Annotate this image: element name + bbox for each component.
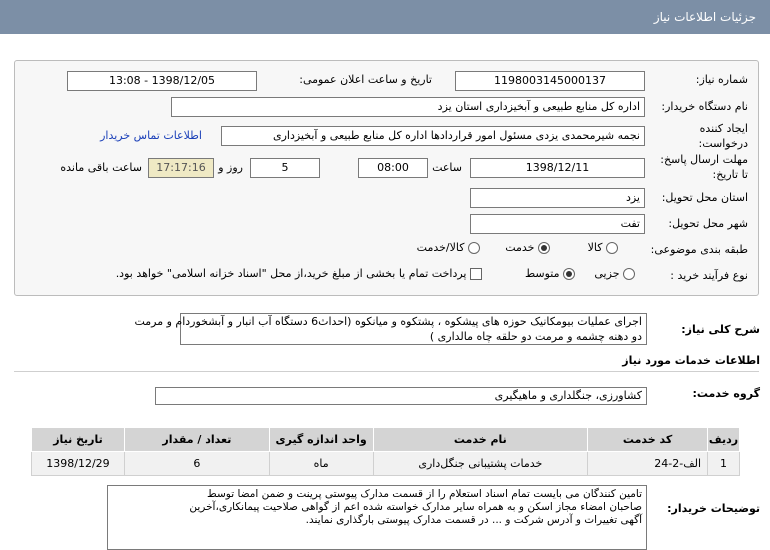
process-label: نوع فرآیند خرید : bbox=[670, 269, 748, 282]
creator-label: ایجاد کننده bbox=[699, 122, 748, 135]
deadline-label-2: تا تاریخ: bbox=[712, 168, 748, 181]
buyer-notes-box bbox=[107, 485, 647, 550]
days-field: 5 bbox=[250, 158, 320, 178]
category-option-service[interactable]: خدمت bbox=[505, 241, 550, 254]
buyer-label: نام دستگاه خریدار: bbox=[661, 100, 748, 113]
treasury-payment-option[interactable]: پرداخت تمام یا بخشی از مبلغ خرید،از محل "اسناد خزانه اسلامی" خواهد بود. bbox=[116, 267, 482, 280]
col-service-code: کد خدمت bbox=[588, 428, 708, 452]
service-group-label: گروه خدمت: bbox=[692, 387, 760, 400]
buyer-notes-line-2: صاحبان امضاء مجاز اسکن و به همراه سایر مدارک خواسته شده اعم از گواهی صلاحیت پیمانکاری،آخرین bbox=[189, 501, 642, 513]
radio-goods[interactable] bbox=[606, 242, 618, 254]
category-label: طبقه بندی موضوعی: bbox=[650, 243, 748, 256]
category-option-goods-service[interactable]: کالا/خدمت bbox=[417, 241, 480, 254]
description-line-1: اجرای عملیات بیومکانیک حوزه های پیشکوه ، پشتکوه و میانکوه (احداث6 دستگاه آب انبار و آبشخوردام و مرمت bbox=[134, 315, 642, 328]
page-header bbox=[0, 0, 770, 34]
col-need-date: تاریخ نیاز bbox=[32, 428, 125, 452]
cell-service-code: الف-2-24 bbox=[588, 452, 708, 476]
need-details-panel bbox=[14, 60, 759, 296]
radio-minor[interactable] bbox=[623, 268, 635, 280]
radio-medium[interactable] bbox=[563, 268, 575, 280]
deadline-time-label: ساعت bbox=[432, 161, 462, 174]
table-header-row bbox=[32, 428, 740, 452]
description-box bbox=[134, 313, 647, 345]
need-number-label: شماره نیاز: bbox=[695, 73, 748, 86]
cell-unit: ماه bbox=[269, 452, 373, 476]
deadline-label: مهلت ارسال پاسخ: bbox=[660, 153, 748, 166]
cell-quantity: 6 bbox=[124, 452, 269, 476]
page-title: جزئیات اطلاعات نیاز bbox=[653, 10, 756, 24]
announce-date-label: تاریخ و ساعت اعلان عمومی: bbox=[299, 73, 432, 86]
creator-label-2: درخواست: bbox=[698, 137, 748, 150]
col-unit: واحد اندازه گیری bbox=[269, 428, 373, 452]
province-label: استان محل تحویل: bbox=[661, 191, 748, 204]
services-table bbox=[31, 427, 740, 476]
radio-goods-service[interactable] bbox=[468, 242, 480, 254]
buyer-field: اداره کل منابع طبیعی و آبخیزداری استان یزد bbox=[171, 97, 645, 117]
city-field: تفت bbox=[470, 214, 645, 234]
description-line-2: دو دهنه چشمه و مرمت دو حلقه چاه مالداری ) bbox=[429, 330, 642, 343]
services-section-title: اطلاعات خدمات مورد نیاز bbox=[622, 354, 760, 367]
radio-service[interactable] bbox=[538, 242, 550, 254]
announce-date-field: 1398/12/05 - 13:08 bbox=[67, 71, 257, 91]
col-row: ردیف bbox=[708, 428, 740, 452]
description-label: شرح کلی نیاز: bbox=[681, 323, 760, 336]
deadline-time-field: 08:00 bbox=[358, 158, 428, 178]
province-field: یزد bbox=[470, 188, 645, 208]
process-option-minor[interactable]: جزیی bbox=[594, 267, 635, 280]
days-label: روز و bbox=[218, 161, 243, 174]
city-label: شهر محل تحویل: bbox=[668, 217, 748, 230]
table-row bbox=[32, 452, 740, 476]
section-divider bbox=[14, 371, 759, 372]
treasury-checkbox[interactable] bbox=[470, 268, 482, 280]
cell-service-name: خدمات پشتیبانی جنگل‌داری bbox=[373, 452, 588, 476]
creator-field: نجمه شیرمحمدی یزدی مسئول امور قراردادها اداره کل منابع طبیعی و آبخیزداری bbox=[221, 126, 645, 146]
remaining-label: ساعت باقی مانده bbox=[60, 161, 142, 174]
buyer-notes-line-3: آگهی تغییرات و آدرس شرکت و ... در قسمت مدارک پیوستی بارگذاری نمایند. bbox=[305, 514, 642, 526]
col-quantity: تعداد / مقدار bbox=[124, 428, 269, 452]
buyer-notes-label: توضیحات خریدار: bbox=[667, 502, 760, 515]
service-group-field: کشاورزی، جنگلداری و ماهیگیری bbox=[155, 387, 647, 405]
need-number-field: 1198003145000137 bbox=[455, 71, 645, 91]
cell-row: 1 bbox=[708, 452, 740, 476]
buyer-notes-line-1: تامین کنندگان می بایست تمام اسناد استعلام را از قسمت مدارک پیوستی پرینت و ضمن امضا توسط bbox=[207, 488, 642, 500]
deadline-date-field: 1398/12/11 bbox=[470, 158, 645, 178]
remaining-time-field: 17:17:16 bbox=[148, 158, 214, 178]
category-option-goods[interactable]: کالا bbox=[588, 241, 618, 254]
buyer-contact-link[interactable]: اطلاعات تماس خریدار bbox=[100, 129, 202, 142]
cell-need-date: 1398/12/29 bbox=[32, 452, 125, 476]
col-service-name: نام خدمت bbox=[373, 428, 588, 452]
process-option-medium[interactable]: متوسط bbox=[525, 267, 575, 280]
